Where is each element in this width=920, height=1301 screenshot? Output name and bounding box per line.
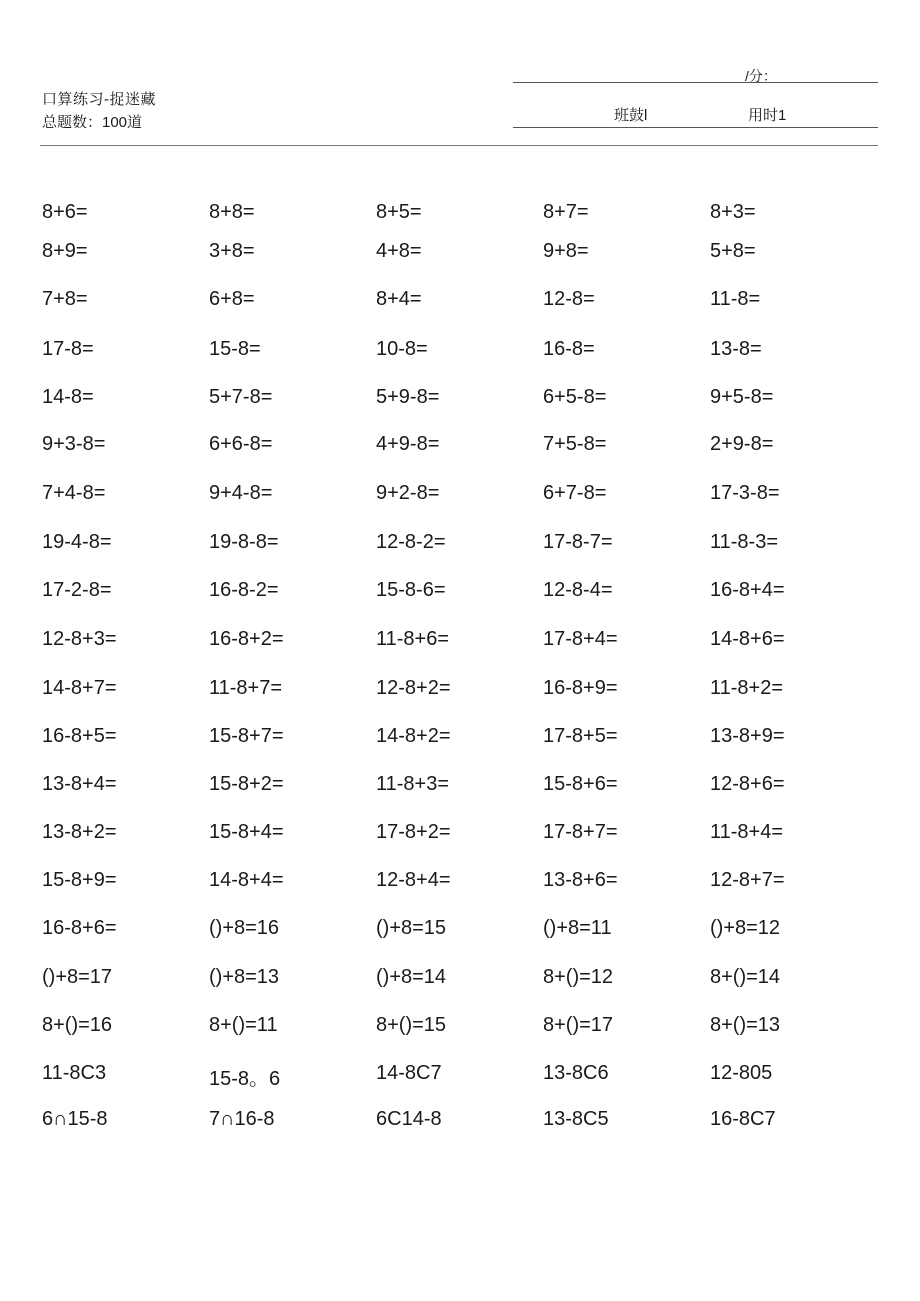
problem-item: 8+()=16 xyxy=(42,1014,113,1036)
problem-item: 2+9-8= xyxy=(710,433,774,455)
problem-item: 5+9-8= xyxy=(376,386,440,408)
problem-item: 8+()=15 xyxy=(376,1014,447,1036)
problem-item: 16-8+2= xyxy=(209,628,284,650)
score-line xyxy=(513,82,878,83)
problem-item: 9+4-8= xyxy=(209,482,273,504)
problem-item: 17-2-8= xyxy=(42,579,112,601)
problem-item: 13-8+2= xyxy=(42,821,117,843)
worksheet-title: 口算练习-捉迷藏 xyxy=(42,91,156,108)
problem-item: 8+()=11 xyxy=(209,1014,278,1036)
problem-item: 8+()=17 xyxy=(543,1014,614,1036)
problem-item: 11-8= xyxy=(710,288,761,310)
problem-row xyxy=(42,1062,877,1091)
problem-item: 7+5-8= xyxy=(543,433,607,455)
problem-item: 19-4-8= xyxy=(42,531,112,553)
problem-item: 8+9= xyxy=(42,240,88,262)
problem-item: 8+7= xyxy=(543,201,589,223)
problem-item: 13-8+9= xyxy=(710,725,785,747)
problem-item: 11-8+7= xyxy=(209,677,283,699)
problem-item: 17-8+4= xyxy=(543,628,618,650)
problem-item: 15-8+4= xyxy=(209,821,284,843)
problem-item: 16-8+4= xyxy=(710,579,785,601)
problem-item: 15-8= xyxy=(209,338,261,360)
problem-item: 8+4= xyxy=(376,288,422,310)
problem-item: 10-8= xyxy=(376,338,428,360)
problem-item: 12-8= xyxy=(543,288,595,310)
problem-item: 13-8C6 xyxy=(543,1062,609,1084)
problem-item: 5+8= xyxy=(710,240,756,262)
class-label: 班鼓l xyxy=(614,107,648,124)
problem-row xyxy=(42,773,877,796)
problem-item: 9+2-8= xyxy=(376,482,440,504)
info-line xyxy=(513,127,878,128)
problem-item: 9+3-8= xyxy=(42,433,106,455)
problem-row xyxy=(42,482,877,505)
problem-item: 3+8= xyxy=(209,240,255,262)
problem-item: 8+()=13 xyxy=(710,1014,781,1036)
problem-item: 5+7-8= xyxy=(209,386,273,408)
problem-item: 14-8= xyxy=(42,386,94,408)
problem-item: 6+8= xyxy=(209,288,255,310)
problem-item: ()+8=17 xyxy=(42,966,113,988)
problem-row xyxy=(42,966,877,989)
problem-item: 8+8= xyxy=(209,201,255,223)
problem-item: 8+3= xyxy=(710,201,756,223)
problem-item: 7+4-8= xyxy=(42,482,106,504)
problem-item: 7∩16-8 xyxy=(209,1108,275,1130)
worksheet-subtitle: 总题数：100道 xyxy=(42,114,143,128)
problem-item: 13-8+6= xyxy=(543,869,618,891)
problem-item: ()+8=12 xyxy=(710,917,781,939)
problem-row xyxy=(42,821,877,844)
problem-item: 16-8-2= xyxy=(209,579,279,601)
problem-item: 16-8C7 xyxy=(710,1108,776,1130)
problem-item: 15-8+2= xyxy=(209,773,284,795)
problem-item: 13-8C5 xyxy=(543,1108,609,1130)
problem-item: 6∩15-8 xyxy=(42,1108,108,1130)
problem-item: 7+8= xyxy=(42,288,88,310)
problem-item: 12-8-2= xyxy=(376,531,446,553)
problem-item: 8+5= xyxy=(376,201,422,223)
problem-item: 12-8-4= xyxy=(543,579,613,601)
problem-item: 16-8+9= xyxy=(543,677,618,699)
problem-item: 17-8= xyxy=(42,338,94,360)
problem-row xyxy=(42,240,877,263)
problem-row xyxy=(42,386,877,409)
problem-item: 14-8+4= xyxy=(209,869,284,891)
problem-item: 12-8+7= xyxy=(710,869,785,891)
problem-item: 17-8+7= xyxy=(543,821,618,843)
problem-item: 8+6= xyxy=(42,201,88,223)
problem-item: 15-8+9= xyxy=(42,869,117,891)
problem-item: 6+7-8= xyxy=(543,482,607,504)
problem-item: 11-8+3= xyxy=(376,773,450,795)
problem-item: 16-8+6= xyxy=(42,917,117,939)
problem-row xyxy=(42,579,877,602)
problem-row xyxy=(42,433,877,456)
problem-item: 14-8+7= xyxy=(42,677,117,699)
problem-item: 11-8C3 xyxy=(42,1062,107,1084)
problem-item: 17-3-8= xyxy=(710,482,780,504)
problem-item: 6+5-8= xyxy=(543,386,607,408)
problem-item: 12-8+2= xyxy=(376,677,451,699)
problem-item: ()+8=14 xyxy=(376,966,447,988)
problem-item: 15-8。6 xyxy=(209,1068,281,1090)
problem-item: 14-8C7 xyxy=(376,1062,442,1084)
problem-item: 17-8+5= xyxy=(543,725,618,747)
score-label: /分： xyxy=(745,68,777,84)
problem-item: 13-8= xyxy=(710,338,762,360)
problem-item: 11-8+6= xyxy=(376,628,450,650)
problem-row xyxy=(42,869,877,892)
problem-item: 12-8+6= xyxy=(710,773,785,795)
problem-item: 14-8+6= xyxy=(710,628,785,650)
problem-item: 12-8+4= xyxy=(376,869,451,891)
problem-item: ()+8=16 xyxy=(209,917,280,939)
problem-item: 12-8+3= xyxy=(42,628,117,650)
problem-item: 8+()=12 xyxy=(543,966,614,988)
problem-item: 15-8-6= xyxy=(376,579,446,601)
problem-item: 8+()=14 xyxy=(710,966,781,988)
problem-row xyxy=(42,288,877,311)
problem-item: 9+5-8= xyxy=(710,386,774,408)
problem-item: 12-805 xyxy=(710,1062,773,1084)
problem-item: 17-8+2= xyxy=(376,821,451,843)
problem-item: 15-8+6= xyxy=(543,773,618,795)
problem-item: ()+8=15 xyxy=(376,917,447,939)
problem-item: 6C14-8 xyxy=(376,1108,442,1130)
problem-row xyxy=(42,677,877,700)
problem-row xyxy=(42,1108,877,1131)
problem-row xyxy=(42,725,877,748)
problem-row xyxy=(42,201,877,224)
header-rule xyxy=(40,145,878,146)
problem-item: ()+8=13 xyxy=(209,966,280,988)
problem-row xyxy=(42,338,877,361)
problem-row xyxy=(42,917,877,940)
problem-item: 17-8-7= xyxy=(543,531,613,553)
problem-item: 11-8+4= xyxy=(710,821,784,843)
problem-item: 16-8= xyxy=(543,338,595,360)
problem-item: 19-8-8= xyxy=(209,531,279,553)
problem-item: ()+8=11 xyxy=(543,917,612,939)
problem-item: 13-8+4= xyxy=(42,773,117,795)
problem-item: 9+8= xyxy=(543,240,589,262)
problem-item: 15-8+7= xyxy=(209,725,284,747)
problem-item: 6+6-8= xyxy=(209,433,273,455)
problem-row xyxy=(42,1014,877,1037)
problem-row xyxy=(42,628,877,651)
time-label: 用时1 xyxy=(748,107,787,124)
problem-item: 4+8= xyxy=(376,240,422,262)
problem-item: 11-8+2= xyxy=(710,677,784,699)
problem-item: 16-8+5= xyxy=(42,725,117,747)
problem-item: 11-8-3= xyxy=(710,531,779,553)
problem-item: 4+9-8= xyxy=(376,433,440,455)
problem-item: 14-8+2= xyxy=(376,725,451,747)
problem-row xyxy=(42,531,877,554)
